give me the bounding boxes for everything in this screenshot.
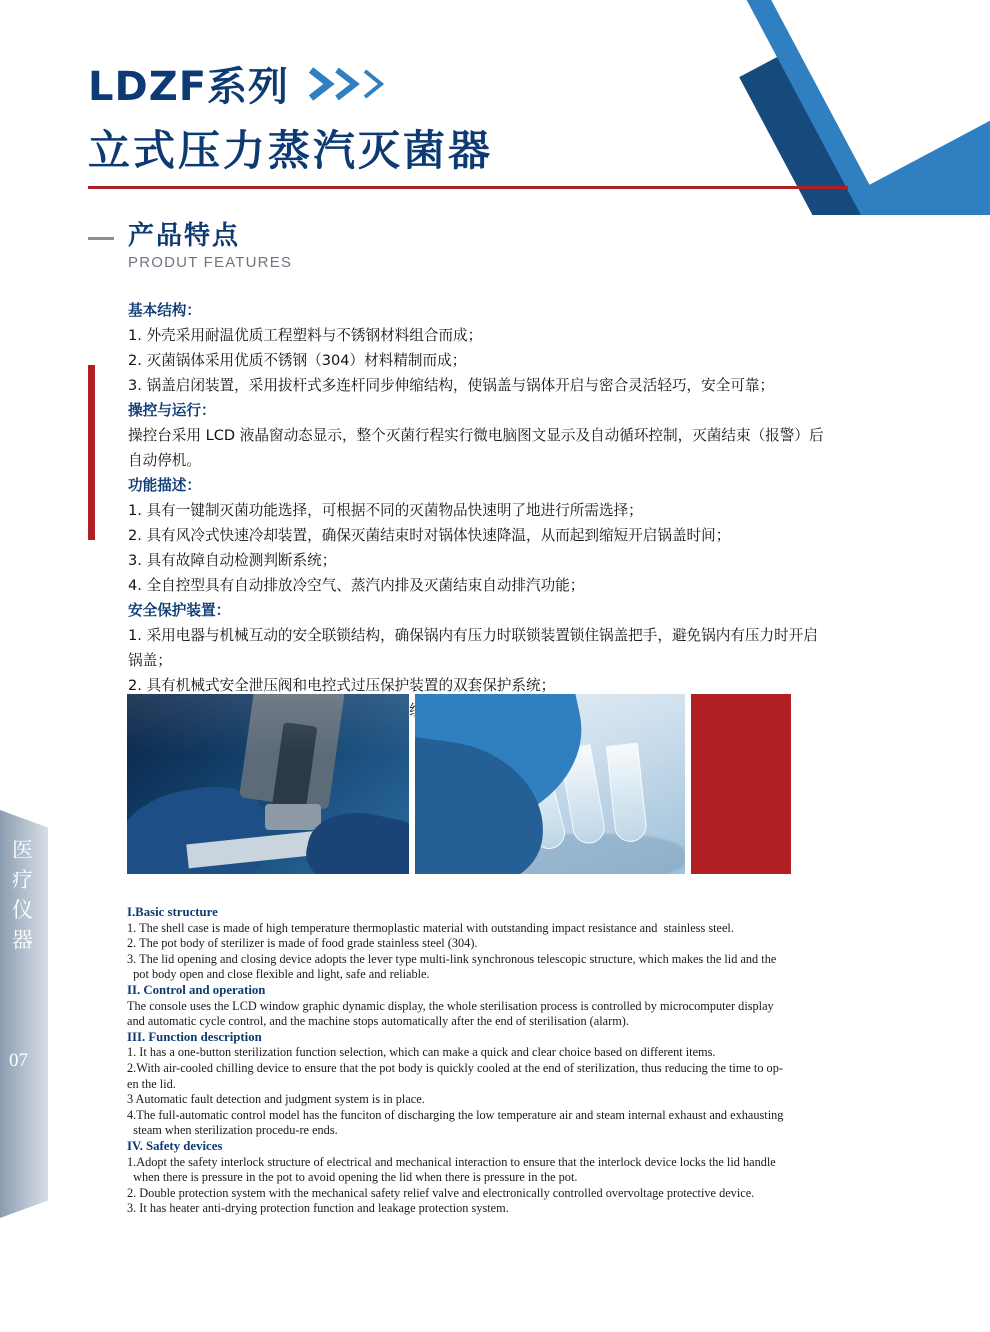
en-line: when there is pressure in the pot to avoid opening the lid when there is pressure in the pot. <box>127 1170 578 1185</box>
en-line: 4.The full-automatic control model has the funciton of discharging the low temperature air and steam internal exhaust and exhausting <box>127 1107 784 1122</box>
en-line: 3. It has heater anti-drying protection function and leakage protection system. <box>127 1201 509 1216</box>
test-tubes-photo <box>415 694 685 874</box>
en-line: en the lid. <box>127 1076 176 1091</box>
side-tab-inner <box>0 805 48 1225</box>
page-number: 07 <box>9 1050 28 1071</box>
chinese-feature-list <box>128 298 938 723</box>
microscope-photo <box>127 694 409 874</box>
cn-line: 1. 采用电器与机械互动的安全联锁结构，确保锅内有压力时联锁装置锁住锅盖把手，避免锅内有压力时开启 <box>128 627 818 644</box>
cn-heading: 安全保护装置： <box>128 602 231 619</box>
section-heading <box>88 215 688 271</box>
page-title: 立式压力蒸汽灭菌器 <box>88 126 494 175</box>
cn-line: 3. 具有故障自动检测判断系统； <box>128 552 337 569</box>
en-line: 1. It has a one-button sterilization function selection, which can make a quick and clear choice based on different items. <box>127 1045 716 1060</box>
dash-icon <box>88 237 114 240</box>
cn-line: 1. 外壳采用耐温优质工程塑料与不锈钢材料组合而成； <box>128 327 483 344</box>
cn-heading: 基本结构： <box>128 302 201 319</box>
side-tab <box>0 805 48 1225</box>
section-title-en: PRODUT FEATURES <box>128 254 293 271</box>
header-rule <box>88 186 848 189</box>
page-header <box>88 55 888 189</box>
double-chevron-right-icon <box>307 67 397 101</box>
en-line: 1. The shell case is made of high temperature thermoplastic material with outstanding impact resistance and stainless steel. <box>127 920 734 935</box>
cn-line: 操控台采用 LCD 液晶窗动态显示，整个灭菌行程实行微电脑图文显示及自动循环控制，灭菌结束（报警）后 <box>128 427 824 444</box>
cn-line: 自动停机。 <box>128 452 201 469</box>
en-line: steam when sterilization procedu-re ends. <box>127 1123 338 1138</box>
en-line: pot body open and close flexible and light, safe and reliable. <box>127 967 430 982</box>
en-heading: II. Control and operation <box>127 982 266 997</box>
section-title-cn: 产品特点 <box>128 221 241 251</box>
en-line: 3. The lid opening and closing device adopts the lever type multi-link synchronous telescopic structure, which makes the lid and the <box>127 951 777 966</box>
cn-line: 2. 具有风冷式快速冷却装置，确保灭菌结束时对锅体快速降温，从而起到缩短开启锅盖时间； <box>128 527 731 544</box>
en-line: 2. The pot body of sterilizer is made of food grade stainless steel (304). <box>127 936 478 951</box>
en-heading: III. Function description <box>127 1029 262 1044</box>
header-series-row <box>88 55 888 112</box>
cn-line: 锅盖； <box>128 652 172 669</box>
cn-line: 2. 灭菌锅体采用优质不锈钢（304）材料精制而成； <box>128 352 467 369</box>
section-heading-row <box>88 215 688 252</box>
en-line: The console uses the LCD window graphic dynamic display, the whole sterilisation process is controlled by microcomputer display <box>127 998 774 1013</box>
cn-line: 2. 具有机械式安全泄压阀和电控式过压保护装置的双套保护系统； <box>128 677 556 694</box>
cn-line: 4. 全自控型具有自动排放冷空气、蒸汽内排及灭菌结束自动排汽功能； <box>128 577 585 594</box>
series-name: LDZF系列 <box>88 64 290 110</box>
english-feature-list <box>127 905 935 1217</box>
en-line: 3 Automatic fault detection and judgment system is in place. <box>127 1092 425 1107</box>
en-line: and automatic cycle control, and the machine stops automatically after the end of sterilisation (alarm). <box>127 1014 629 1029</box>
photo-strip <box>127 694 791 874</box>
en-heading: I.Basic structure <box>127 905 218 919</box>
cn-heading: 操控与运行： <box>128 402 216 419</box>
red-accent-bar <box>88 365 95 540</box>
cn-line: 1. 具有一键制灭菌功能选择，可根据不同的灭菌物品快速明了地进行所需选择； <box>128 502 643 519</box>
red-color-block <box>691 694 791 874</box>
en-heading: IV. Safety devices <box>127 1138 223 1153</box>
side-tab-label: 医疗仪器 <box>12 838 35 952</box>
en-line: 2. Double protection system with the mechanical safety relief valve and electronically controlled overvoltage protective device. <box>127 1185 755 1200</box>
cn-heading: 功能描述： <box>128 477 201 494</box>
cn-line: 3. 锅盖启闭装置，采用拔杆式多连杆同步伸缩结构，使锅盖与锅体开启与密合灵活轻巧，安全可靠； <box>128 377 775 394</box>
en-line: 1.Adopt the safety interlock structure of electrical and mechanical interaction to ensure that the interlock device locks the lid handle <box>127 1154 776 1169</box>
en-line: 2.With air-cooled chilling device to ensure that the pot body is quickly cooled at the end of sterilization, thus reducing the time to op- <box>127 1060 783 1075</box>
